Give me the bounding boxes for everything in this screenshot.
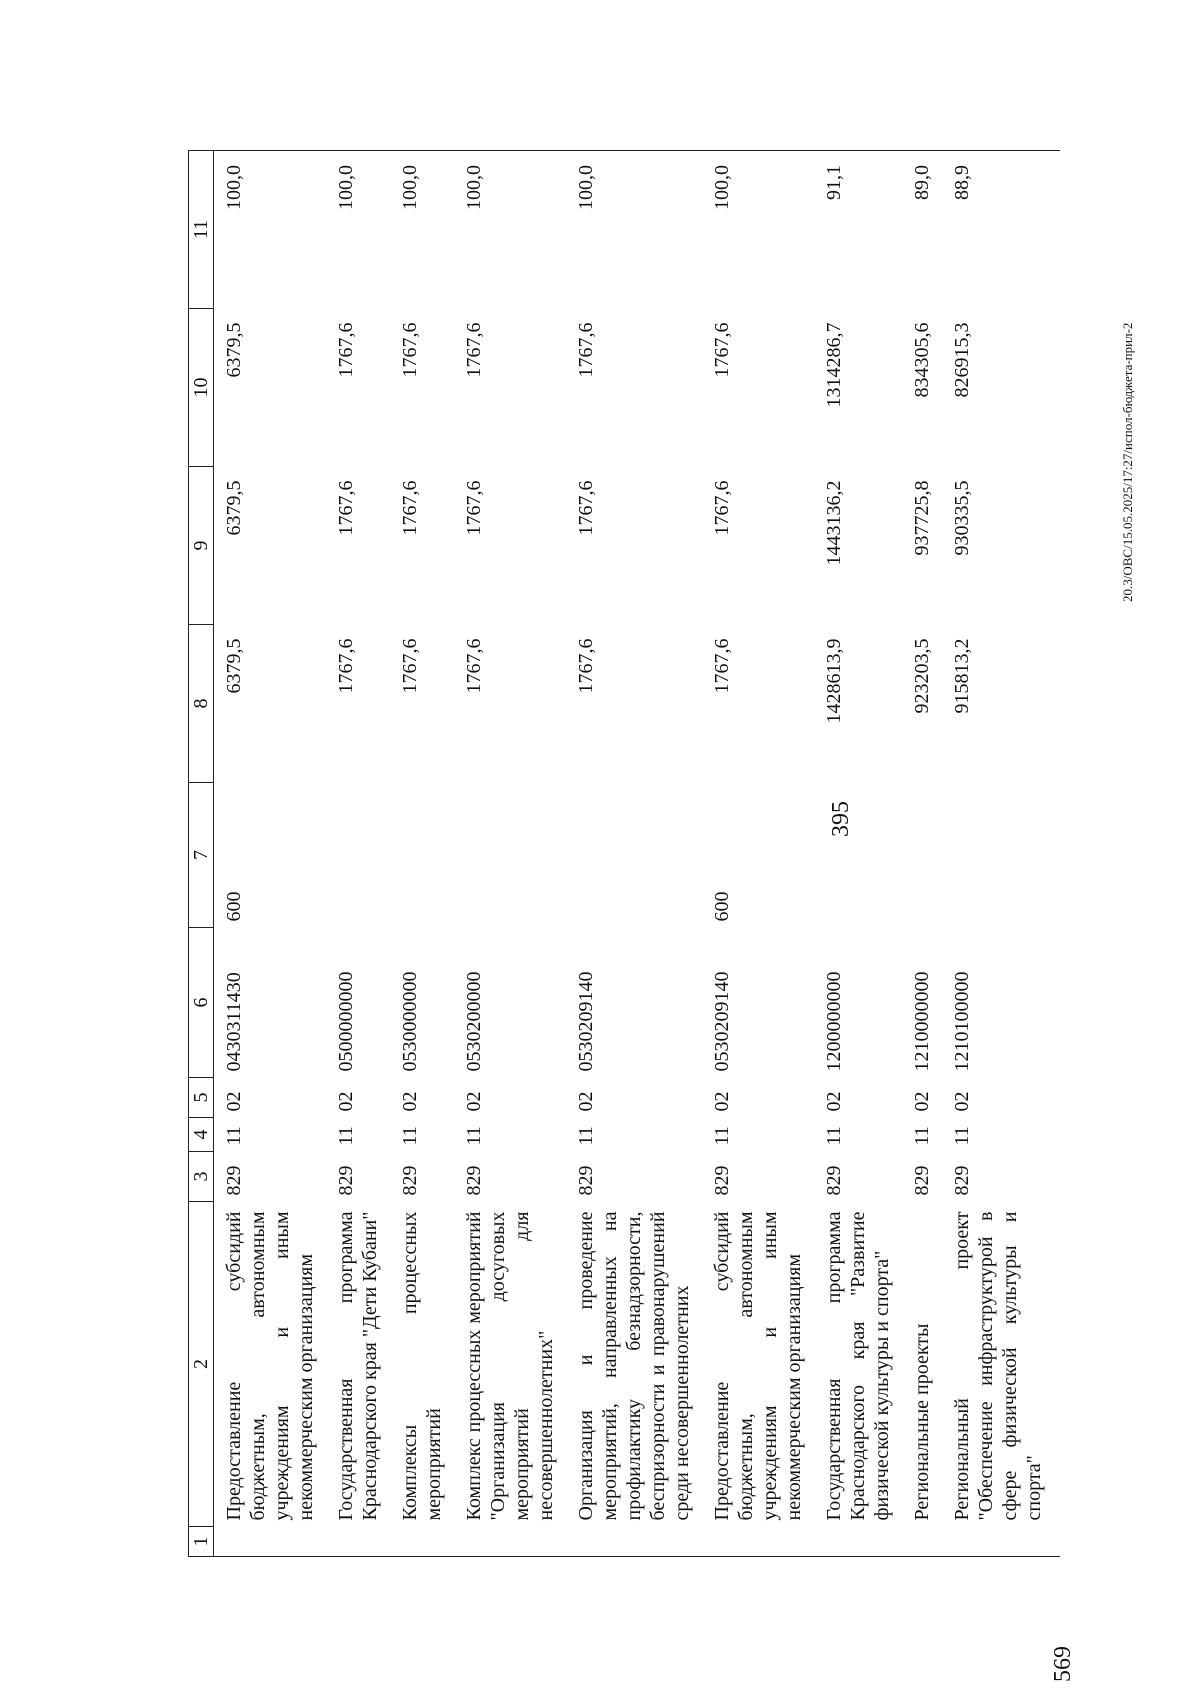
table-row — [214, 151, 327, 1557]
cell-col-4: 11 — [335, 1126, 357, 1146]
footer-page-number: 569 — [1050, 1646, 1076, 1682]
cell-col-9: 6379,5 — [223, 480, 245, 536]
cell-col-7 — [390, 783, 454, 928]
cell-col-1 — [454, 1527, 566, 1557]
cell-col-8: 1767,6 — [711, 638, 733, 694]
column-header-8: 8 — [189, 625, 214, 783]
table-row — [326, 151, 390, 1557]
cell-col-7 — [902, 783, 942, 928]
cell-col-11: 100,0 — [326, 151, 390, 309]
cell-col-1 — [942, 1527, 1060, 1557]
cell-col-11: 100,0 — [214, 151, 327, 309]
cell-col-7 — [814, 783, 902, 928]
cell-col-7 — [942, 783, 1060, 928]
cell-col-6: 0500000000 — [335, 971, 357, 1072]
cell-col-2: Региональный проект "Обеспечение инфраструктурой в сфере физической культуры и спорта" — [951, 1211, 1045, 1521]
table-row — [702, 151, 814, 1557]
cell-col-4: 11 — [399, 1126, 421, 1146]
cell-col-2: Комплексы процессных мероприятий — [399, 1211, 445, 1521]
cell-col-9: 1767,6 — [399, 480, 421, 536]
cell-col-8: 923203,5 — [911, 638, 933, 714]
cell-col-4: 11 — [463, 1126, 485, 1146]
cell-col-6: 0530200000 — [463, 971, 485, 1072]
cell-col-8: 6379,5 — [223, 638, 245, 694]
cell-col-8: 1767,6 — [575, 638, 597, 694]
cell-col-6: 0530209140 — [711, 971, 733, 1072]
cell-col-11: 100,0 — [702, 151, 814, 309]
cell-col-1 — [326, 1527, 390, 1557]
cell-col-3: 829 — [823, 1165, 845, 1196]
cell-col-4: 11 — [711, 1126, 733, 1146]
cell-col-6: 1210000000 — [911, 971, 933, 1072]
cell-col-2: Предоставление субсидий бюджетным, автономным учреждениям и иным некоммерческим организациям — [711, 1211, 805, 1521]
cell-col-4: 11 — [823, 1126, 845, 1146]
cell-col-1 — [214, 1527, 327, 1557]
cell-col-8: 1767,6 — [335, 638, 357, 694]
cell-col-10: 1314286,7 — [823, 322, 845, 408]
page-number: 395 — [828, 801, 854, 837]
column-header-7: 7 — [189, 783, 214, 928]
cell-col-8: 1767,6 — [399, 638, 421, 694]
cell-col-5: 02 — [463, 1091, 485, 1112]
column-header-1: 1 — [189, 1527, 214, 1557]
table-body — [214, 151, 1061, 1557]
column-header-4: 4 — [189, 1118, 214, 1152]
cell-col-6: 0530000000 — [399, 971, 421, 1072]
cell-col-3: 829 — [463, 1165, 485, 1196]
cell-col-5: 02 — [711, 1091, 733, 1112]
table-row — [902, 151, 942, 1557]
cell-col-8: 1428613,9 — [823, 638, 845, 724]
cell-col-3: 829 — [711, 1165, 733, 1196]
cell-col-11: 100,0 — [454, 151, 566, 309]
cell-col-2: Государственная программа Краснодарского края "Дети Кубани" — [335, 1211, 381, 1521]
cell-col-8: 1767,6 — [463, 638, 485, 694]
column-header-10: 10 — [189, 309, 214, 467]
cell-col-3: 829 — [575, 1165, 597, 1196]
cell-col-1 — [702, 1527, 814, 1557]
cell-col-7: 600 — [223, 891, 245, 922]
cell-col-3: 829 — [399, 1165, 421, 1196]
table-row — [390, 151, 454, 1557]
table-row — [942, 151, 1060, 1557]
cell-col-10: 1767,6 — [711, 322, 733, 378]
cell-col-4: 11 — [223, 1126, 245, 1146]
cell-col-10: 1767,6 — [463, 322, 485, 378]
cell-col-7 — [454, 783, 566, 928]
cell-col-5: 02 — [823, 1091, 845, 1112]
budget-table — [188, 150, 1060, 1557]
cell-col-5: 02 — [223, 1091, 245, 1112]
cell-col-8: 915813,2 — [951, 638, 973, 714]
cell-col-4: 11 — [951, 1126, 973, 1146]
cell-col-6: 1210100000 — [951, 971, 973, 1072]
cell-col-9: 1767,6 — [711, 480, 733, 536]
cell-col-3: 829 — [911, 1165, 933, 1196]
table-row — [566, 151, 702, 1557]
column-header-9: 9 — [189, 467, 214, 625]
table-header-row — [189, 151, 214, 1557]
cell-col-9: 1767,6 — [575, 480, 597, 536]
cell-col-2: Региональные проекты — [911, 1323, 933, 1521]
cell-col-2: Государственная программа Краснодарского края "Развитие физической культуры и спорта" — [823, 1211, 893, 1521]
cell-col-11: 91,1 — [814, 151, 902, 309]
cell-col-11: 89,0 — [902, 151, 942, 309]
cell-col-2: Комплекс процессных мероприятий "Организация досуговых мероприятий для несовершеннолетних" — [463, 1211, 557, 1521]
cell-col-6: 0430311430 — [223, 972, 245, 1072]
cell-col-4: 11 — [575, 1126, 597, 1146]
cell-col-5: 02 — [575, 1091, 597, 1112]
cell-col-11: 88,9 — [942, 151, 1060, 309]
column-header-2: 2 — [189, 1202, 214, 1527]
cell-col-10: 1767,6 — [575, 322, 597, 378]
cell-col-5: 02 — [911, 1091, 933, 1112]
column-header-6: 6 — [189, 928, 214, 1078]
cell-col-5: 02 — [335, 1091, 357, 1112]
cell-col-3: 829 — [335, 1165, 357, 1196]
cell-col-2: Организация и проведение мероприятий, направленных на профилактику безнадзорности, беспризорности и правонарушений среди несовершеннолетних — [575, 1211, 693, 1521]
cell-col-10: 1767,6 — [335, 322, 357, 378]
cell-col-11: 100,0 — [390, 151, 454, 309]
cell-col-9: 937725,8 — [911, 480, 933, 556]
cell-col-5: 02 — [399, 1091, 421, 1112]
cell-col-10: 826915,3 — [951, 322, 973, 398]
cell-col-9: 1767,6 — [463, 480, 485, 536]
cell-col-7 — [566, 783, 702, 928]
cell-col-3: 829 — [223, 1165, 245, 1196]
column-header-3: 3 — [189, 1152, 214, 1202]
cell-col-10: 1767,6 — [399, 322, 421, 378]
cell-col-1 — [902, 1527, 942, 1557]
cell-col-2: Предоставление субсидий бюджетным, автономным учреждениям и иным некоммерческим организациям — [223, 1211, 317, 1521]
cell-col-5: 02 — [951, 1091, 973, 1112]
cell-col-1 — [814, 1527, 902, 1557]
cell-col-6: 0530209140 — [575, 971, 597, 1072]
cell-col-10: 6379,5 — [223, 322, 245, 378]
cell-col-9: 930335,5 — [951, 480, 973, 556]
cell-col-10: 834305,6 — [911, 322, 933, 398]
cell-col-7: 600 — [711, 891, 733, 922]
column-header-11: 11 — [189, 151, 214, 309]
table-row — [454, 151, 566, 1557]
table-row — [814, 151, 902, 1557]
cell-col-1 — [390, 1527, 454, 1557]
cell-col-6: 1200000000 — [823, 971, 845, 1072]
cell-col-7 — [326, 783, 390, 928]
file-stamp: 20.3/ОВС/15.05.2025/17:27/испол-бюджета-прил-2 — [1120, 322, 1135, 602]
column-header-5: 5 — [189, 1078, 214, 1118]
cell-col-3: 829 — [951, 1165, 973, 1196]
cell-col-11: 100,0 — [566, 151, 702, 309]
cell-col-1 — [566, 1527, 702, 1557]
cell-col-9: 1443136,2 — [823, 480, 845, 566]
cell-col-9: 1767,6 — [335, 480, 357, 536]
cell-col-4: 11 — [911, 1126, 933, 1146]
